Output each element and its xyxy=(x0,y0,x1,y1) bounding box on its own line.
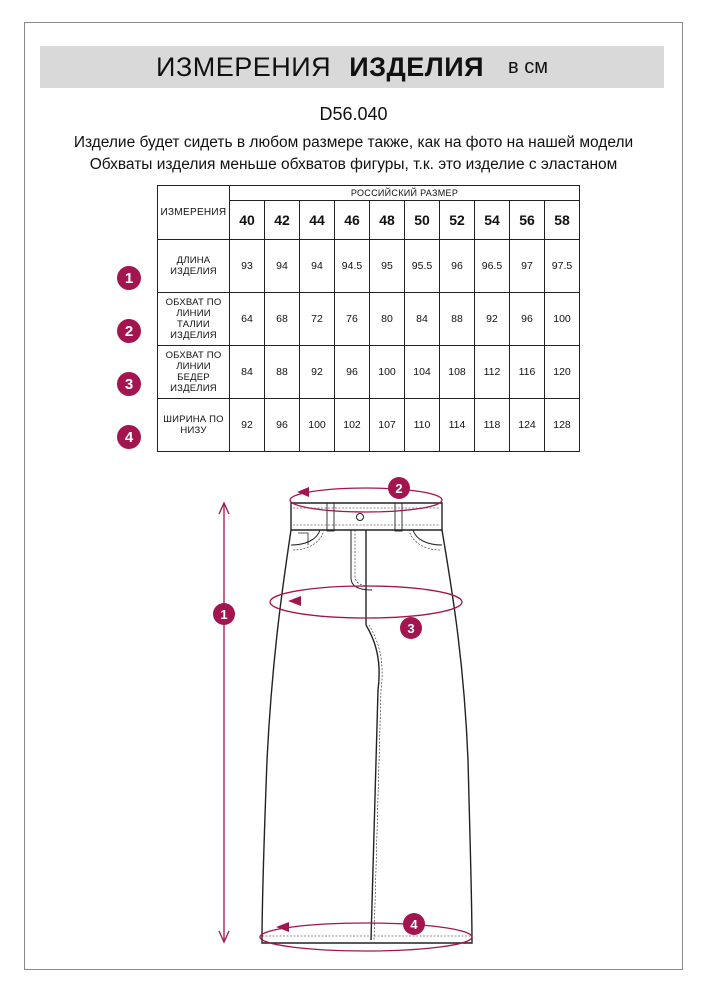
diagram-badge-1 xyxy=(213,603,235,625)
row-label: ДЛИНА ИЗДЕЛИЯ xyxy=(158,240,230,293)
value-cell: 120 xyxy=(545,346,580,399)
size-cell: 50 xyxy=(405,201,440,240)
measure-header: ИЗМЕРЕНИЯ xyxy=(158,186,230,240)
size-cell: 42 xyxy=(265,201,300,240)
value-cell: 88 xyxy=(440,293,475,346)
value-cell: 93 xyxy=(230,240,265,293)
value-cell: 110 xyxy=(405,399,440,452)
marker-2-text: 2 xyxy=(395,481,403,496)
marker-3-text: 3 xyxy=(407,621,415,636)
value-cell: 97.5 xyxy=(545,240,580,293)
value-cell: 84 xyxy=(230,346,265,399)
diagram-badge-4 xyxy=(403,913,425,935)
marker-4-text: 4 xyxy=(410,917,418,932)
value-cell: 64 xyxy=(230,293,265,346)
value-cell: 116 xyxy=(510,346,545,399)
size-cell: 58 xyxy=(545,201,580,240)
value-cell: 95 xyxy=(370,240,405,293)
elastane-note: Обхваты изделия меньше обхватов фигуры, т.к. это изделие с эластаном xyxy=(89,156,618,173)
value-cell: 108 xyxy=(440,346,475,399)
marker-1-text: 1 xyxy=(220,607,228,622)
measurement-arrowheads xyxy=(276,487,309,932)
value-cell: 102 xyxy=(335,399,370,452)
value-cell: 96 xyxy=(440,240,475,293)
row-label: ОБХВАТ ПО ЛИНИИ ТАЛИИ ИЗДЕЛИЯ xyxy=(158,293,230,346)
title-part2: ИЗДЕЛИЯ xyxy=(349,51,485,82)
value-cell: 104 xyxy=(405,346,440,399)
row-badge-3: 3 xyxy=(117,372,141,396)
diagram-badge-3 xyxy=(400,617,422,639)
value-cell: 94 xyxy=(300,240,335,293)
value-cell: 100 xyxy=(545,293,580,346)
diagram-badge-2 xyxy=(388,477,410,499)
title-part1: ИЗМЕРЕНИЯ xyxy=(156,51,332,82)
skirt-outline xyxy=(262,503,472,943)
value-cell: 100 xyxy=(370,346,405,399)
value-cell: 68 xyxy=(265,293,300,346)
row-badge-1: 1 xyxy=(117,266,141,290)
title-unit: в см xyxy=(508,55,548,78)
row-label: ШИРИНА ПО НИЗУ xyxy=(158,399,230,452)
value-cell: 80 xyxy=(370,293,405,346)
size-cell: 40 xyxy=(230,201,265,240)
size-cell: 44 xyxy=(300,201,335,240)
size-cell: 48 xyxy=(370,201,405,240)
value-cell: 96.5 xyxy=(475,240,510,293)
value-cell: 94.5 xyxy=(335,240,370,293)
fit-note: Изделие будет сидеть в любом размере также, как на фото на нашей модели xyxy=(73,134,634,151)
value-cell: 92 xyxy=(475,293,510,346)
row-label: ОБХВАТ ПО ЛИНИИ БЕДЕР ИЗДЕЛИЯ xyxy=(158,346,230,399)
value-cell: 97 xyxy=(510,240,545,293)
size-cell: 46 xyxy=(335,201,370,240)
value-cell: 76 xyxy=(335,293,370,346)
waist-measure-line xyxy=(290,488,442,512)
value-cell: 84 xyxy=(405,293,440,346)
value-cell: 88 xyxy=(265,346,300,399)
value-cell: 124 xyxy=(510,399,545,452)
value-cell: 118 xyxy=(475,399,510,452)
value-cell: 112 xyxy=(475,346,510,399)
size-cell: 56 xyxy=(510,201,545,240)
value-cell: 100 xyxy=(300,399,335,452)
size-cell: 54 xyxy=(475,201,510,240)
value-cell: 114 xyxy=(440,399,475,452)
value-cell: 96 xyxy=(265,399,300,452)
row-badge-2: 2 xyxy=(117,319,141,343)
size-cell: 52 xyxy=(440,201,475,240)
row-badge-4: 4 xyxy=(117,425,141,449)
size-header: РОССИЙСКИЙ РАЗМЕР xyxy=(230,186,580,201)
value-cell: 96 xyxy=(335,346,370,399)
value-cell: 95.5 xyxy=(405,240,440,293)
value-cell: 94 xyxy=(265,240,300,293)
value-cell: 107 xyxy=(370,399,405,452)
product-code: D56.040 xyxy=(319,104,388,124)
value-cell: 128 xyxy=(545,399,580,452)
value-cell: 92 xyxy=(300,346,335,399)
measurement-lines xyxy=(219,488,472,951)
value-cell: 72 xyxy=(300,293,335,346)
value-cell: 92 xyxy=(230,399,265,452)
hem-measure-line xyxy=(260,923,472,951)
value-cell: 96 xyxy=(510,293,545,346)
